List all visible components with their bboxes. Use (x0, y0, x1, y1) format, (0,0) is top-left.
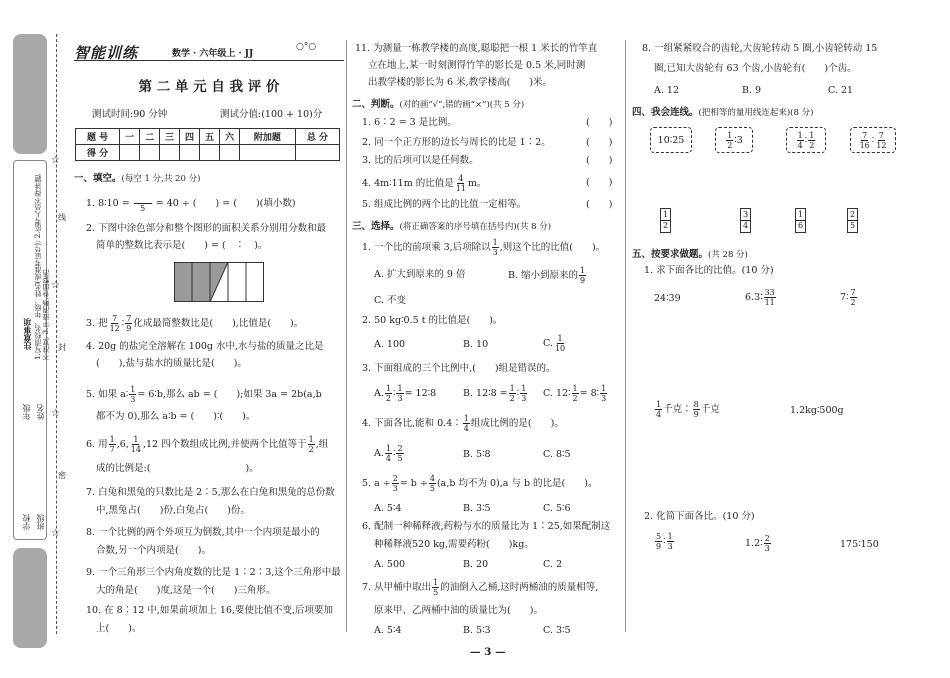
question-9-cont: 大的角是( )度,这是一个( )三角形。 (96, 585, 276, 596)
judge-item-4: 4. 4m∶11m 的比值是 $\frac{4}{11}$ m。 (362, 174, 487, 193)
brand-title: 智能训练 (74, 44, 139, 62)
section-2-title: 二、判断。(对的画“√”,错的画“×”)(共 5 分) (352, 99, 525, 110)
question-11-cont: 出教学楼的影长为 6 米,教学楼高( )米。 (368, 77, 553, 88)
judge-item-2: 2. 同一个正方形的边长与周长的比是 1∶2。 (362, 137, 551, 148)
star-icon: ☆ (51, 408, 60, 419)
line-mark: 线 (58, 213, 66, 222)
choice-5-option-b[interactable]: B. 3∶5 (463, 503, 491, 514)
judge-paren[interactable]: ( ) (586, 199, 613, 210)
school-label: 学校 (22, 514, 31, 530)
choice-4-option-c[interactable]: C. 8∶5 (543, 449, 571, 460)
class-label: 班级 (36, 514, 45, 530)
choice-7-option-c[interactable]: C. 3∶5 (543, 625, 571, 636)
expr-7: 1.2∶ $\frac{2}{3}$ (745, 534, 770, 553)
test-time: 测试时间:90 分钟 (92, 109, 168, 120)
page-number: — 3 — (470, 646, 506, 658)
shaded-rectangle-figure (174, 262, 264, 302)
choice-4: 4. 下面各比,能和 0.4∶ $\frac{1}{4}$ 组成比例的是( )。 (362, 414, 564, 433)
question-7-cont: 中,黑兔占( )份,白兔占( )份。 (96, 505, 250, 516)
bubble-icon: ○°○ (296, 42, 317, 52)
judge-item-3: 3. 比的后项可以是任何数。 (362, 155, 479, 166)
question-1: 1. 8∶10 = 5 = 40 ÷ ( ) = ( )(填小数) (86, 194, 296, 213)
score-header-cell: 五 (200, 129, 220, 145)
score-header-cell: 总 分 (295, 129, 339, 145)
score-header-cell: 三 (160, 129, 180, 145)
binding-strip-top (13, 34, 47, 154)
name-label: 姓名 (36, 404, 45, 420)
choice-8-option-c[interactable]: C. 21 (828, 85, 854, 96)
choice-1-option-a[interactable]: A. 扩大到原来的 9 倍 (374, 269, 466, 280)
grade-label: 年级 (22, 404, 31, 420)
part-1-title: 1. 求下面各比的比值。(10 分) (644, 265, 774, 276)
section-3-title: 三、选择。(将正确答案的序号填在括号内)(共 8 分) (352, 221, 552, 232)
choice-8-option-a[interactable]: A. 12 (654, 85, 679, 96)
choice-1-option-c[interactable]: C. 不变 (374, 295, 406, 306)
choice-7-cont: 原来甲、乙两桶中油的质量比为( )。 (374, 605, 543, 616)
density-mark: 密 (58, 471, 66, 480)
choice-4-option-b[interactable]: B. 5∶8 (463, 449, 491, 460)
question-2: 2. 下图中涂色部分和整个图形的面积关系分别用分数和最 (86, 223, 327, 234)
question-4-cont: ( ),盐与盐水的质量比是( )。 (96, 358, 247, 369)
star-icon: ☆ (51, 528, 60, 539)
header-rule (74, 60, 344, 61)
choice-8: 8. 一组紧紧咬合的齿轮,大齿轮转动 5 圈,小齿轮转动 15 (642, 43, 878, 54)
choice-2-option-a[interactable]: A. 100 (374, 339, 406, 350)
choice-6-option-a[interactable]: A. 500 (374, 559, 406, 570)
judge-paren[interactable]: ( ) (586, 155, 613, 166)
match-box[interactable]: $\frac{1}{4}$ ∶ $\frac{1}{2}$ (786, 127, 826, 153)
match-fraction-box[interactable]: 1 2 (660, 208, 671, 233)
match-box[interactable]: $\frac{1}{2}$ ∶3 (715, 127, 753, 153)
score-cell[interactable] (200, 145, 220, 161)
match-box[interactable]: 10∶25 (650, 127, 692, 153)
choice-3: 3. 下面组成的三个比例中,( )组是错误的。 (362, 363, 556, 374)
score-header-cell: 二 (140, 129, 160, 145)
question-10-cont: 上( )。 (96, 623, 142, 634)
question-5-cont: 都不为 0),那么 a∶b = ( )∶( )。 (96, 411, 256, 422)
subject-label: 数学 · 六年级上 · JJ (172, 49, 254, 59)
choice-6-cont: 种稀释液520 kg,需要药粉( )kg。 (374, 539, 534, 550)
judge-item-1: 1. 6∶2 = 3 是比例。 (362, 117, 457, 128)
choice-6: 6. 配制一种稀释液,药粉与水的质量比为 1∶25,如果配制这 (362, 521, 611, 532)
judge-paren[interactable]: ( ) (586, 177, 613, 188)
notice-rules: 1.写清校名、年级、姓名(或准考证号); 2.监考人员不得讲题,不准宽; 3.字迹清晰,卷面整洁 (34, 173, 50, 360)
score-header-cell: 六 (219, 129, 239, 145)
score-header-cell: 一 (120, 129, 140, 145)
question-3: 3. 把 $\frac{7}{12}$ ∶ $\frac{7}{9}$ 化成最简整数比是( ),比值是( )。 (86, 314, 304, 333)
question-9: 9. 一个三角形三个内角度数的比是 1∶2∶3,这个三角形中最 (86, 567, 341, 578)
choice-5-option-a[interactable]: A. 5∶4 (374, 503, 402, 514)
score-table (75, 128, 340, 161)
judge-item-5: 5. 组成比例的两个比的比值一定相等。 (362, 199, 527, 210)
notice-label: 注意事项 (22, 318, 32, 350)
section-1-title: 一、填空。(每空 1 分,共 20 分) (74, 173, 201, 184)
question-7: 7. 白兔和黑兔的只数比是 2∶5,那么在白兔和黑兔的总份数 (86, 487, 335, 498)
score-header-cell: 题 号 (76, 129, 120, 145)
score-cell[interactable] (239, 145, 295, 161)
match-fraction-box[interactable]: 3 4 (740, 208, 751, 233)
choice-2: 2. 50 kg∶0.5 t 的比值是( )。 (362, 315, 503, 326)
choice-1-option-b[interactable]: B. 缩小到原来的 $\frac{1}{9}$ (508, 266, 586, 285)
expr-6: $\frac{5}{9}$ ∶ $\frac{1}{3}$ (656, 532, 673, 551)
question-5: 5. 如果 a∶ $\frac{1}{3}$ = 6∶b,那么 ab = ( );如果 3a = 2b(a,b (86, 385, 322, 404)
star-icon: ☆ (51, 280, 60, 291)
match-fraction-box[interactable]: 1 6 (795, 208, 806, 233)
choice-7-option-a[interactable]: A. 5∶4 (374, 625, 402, 636)
choice-3-option-b[interactable]: B. 12∶8 = $\frac{1}{2}$ ∶ $\frac{1}{3}$ (463, 384, 527, 403)
choice-8-option-b[interactable]: B. 9 (742, 85, 762, 96)
choice-6-option-c[interactable]: C. 2 (543, 559, 563, 570)
score-row-label: 得 分 (76, 145, 120, 161)
cut-line (56, 34, 57, 634)
expr-5: 1.2kg∶500g (790, 405, 844, 416)
judge-paren[interactable]: ( ) (586, 117, 613, 128)
score-cell[interactable] (219, 145, 239, 161)
section-4-title: 四、我会连线。(把相等的量用线连起来)(8 分) (632, 107, 814, 118)
question-4: 4. 20g 的盐完全溶解在 100g 水中,水与盐的质量之比是 (86, 341, 324, 352)
test-score: 测试分值:(100 + 10)分 (220, 109, 323, 120)
choice-6-option-b[interactable]: B. 20 (463, 559, 489, 570)
binding-strip-bottom (13, 548, 47, 648)
score-cell[interactable] (295, 145, 339, 161)
choice-5-option-c[interactable]: C. 5∶6 (543, 503, 571, 514)
star-icon: ☆ (51, 155, 60, 166)
column-divider (346, 40, 347, 632)
match-fraction-box[interactable]: 2 5 (847, 208, 858, 233)
choice-3-option-c[interactable]: C. 12∶ $\frac{1}{2}$ = 8∶ $\frac{1}{3}$ (543, 384, 607, 403)
judge-paren[interactable]: ( ) (586, 137, 613, 148)
column-divider (625, 40, 626, 632)
choice-8-cont: 圈,已知大齿轮有 63 个齿,小齿轮有( )个齿。 (654, 63, 857, 74)
score-cell[interactable] (120, 145, 140, 161)
question-11-cont: 立在地上,某一时刻测得竹竿的影长是 0.5 米,同时测 (368, 60, 586, 71)
seal-mark: 封 (58, 343, 66, 352)
section-5-title: 五、按要求做题。(共 28 分) (632, 249, 748, 260)
expr-8: 175∶150 (840, 539, 879, 550)
expr-1: 24∶39 (654, 293, 681, 304)
choice-2-option-c[interactable]: C. $\frac{1}{10}$ (543, 334, 566, 353)
score-cell[interactable] (160, 145, 180, 161)
score-cell[interactable] (140, 145, 160, 161)
question-11: 11. 为测量一栋教学楼的高度,聪聪把一根 1 米长的竹竿直 (355, 43, 598, 54)
question-10: 10. 在 8∶12 中,如果前项加上 16,要使比值不变,后项要加 (86, 605, 333, 616)
score-header-cell: 附加题 (239, 129, 295, 145)
score-cell[interactable] (180, 145, 200, 161)
unit-title: 第 二 单 元 自 我 评 价 (138, 79, 280, 95)
expr-3: 7∶ $\frac{7}{2}$ (840, 288, 856, 307)
choice-3-option-a[interactable]: A. $\frac{1}{2}$ ∶ $\frac{1}{3}$ = 12∶8 (374, 384, 437, 403)
choice-2-option-b[interactable]: B. 10 (463, 339, 489, 350)
expr-4: $\frac{1}{4}$ 千克∶ $\frac{8}{9}$ 千克 (656, 400, 720, 419)
question-6: 6. 用 $\frac{1}{7}$ ,6, $\frac{1}{14}$ ,12 四个数组成比例,并使两个比值等于 $\frac{1}{2}$ ,组 (86, 435, 329, 454)
choice-5: 5. a ÷ $\frac{2}{3}$ = b ÷ $\frac{4}{5}$ (a,b 均不为 0),a 与 b 的比是( )。 (362, 474, 598, 493)
question-8-cont: 合数,另一个内项是( )。 (96, 545, 211, 556)
question-8: 8. 一个比例的两个外项互为倒数,其中一个内项是最小的 (86, 527, 320, 538)
choice-4-option-a[interactable]: A. $\frac{1}{4}$ ∶ $\frac{2}{5}$ (374, 444, 403, 463)
question-2-cont: 简单的整数比表示是( ) = ( ∶ )。 (96, 240, 268, 251)
part-2-title: 2. 化简下面各比。(10 分) (644, 511, 755, 522)
expr-2: 6.3∶ $\frac{33}{11}$ (745, 288, 775, 307)
choice-7: 7. 从甲桶中取出 $\frac{1}{5}$ 的油倒入乙桶,这时两桶油的质量相等, (362, 578, 599, 597)
match-box[interactable]: $\frac{7}{16}$ ∶ $\frac{7}{12}$ (850, 127, 896, 153)
question-6-cont: 成的比例是:( )。 (96, 463, 259, 474)
choice-1: 1. 一个比的前项乘 3,后项除以 $\frac{1}{3}$ ,则这个比的比值( )。 (362, 238, 606, 257)
choice-7-option-b[interactable]: B. 5∶3 (463, 625, 491, 636)
score-header-cell: 四 (180, 129, 200, 145)
